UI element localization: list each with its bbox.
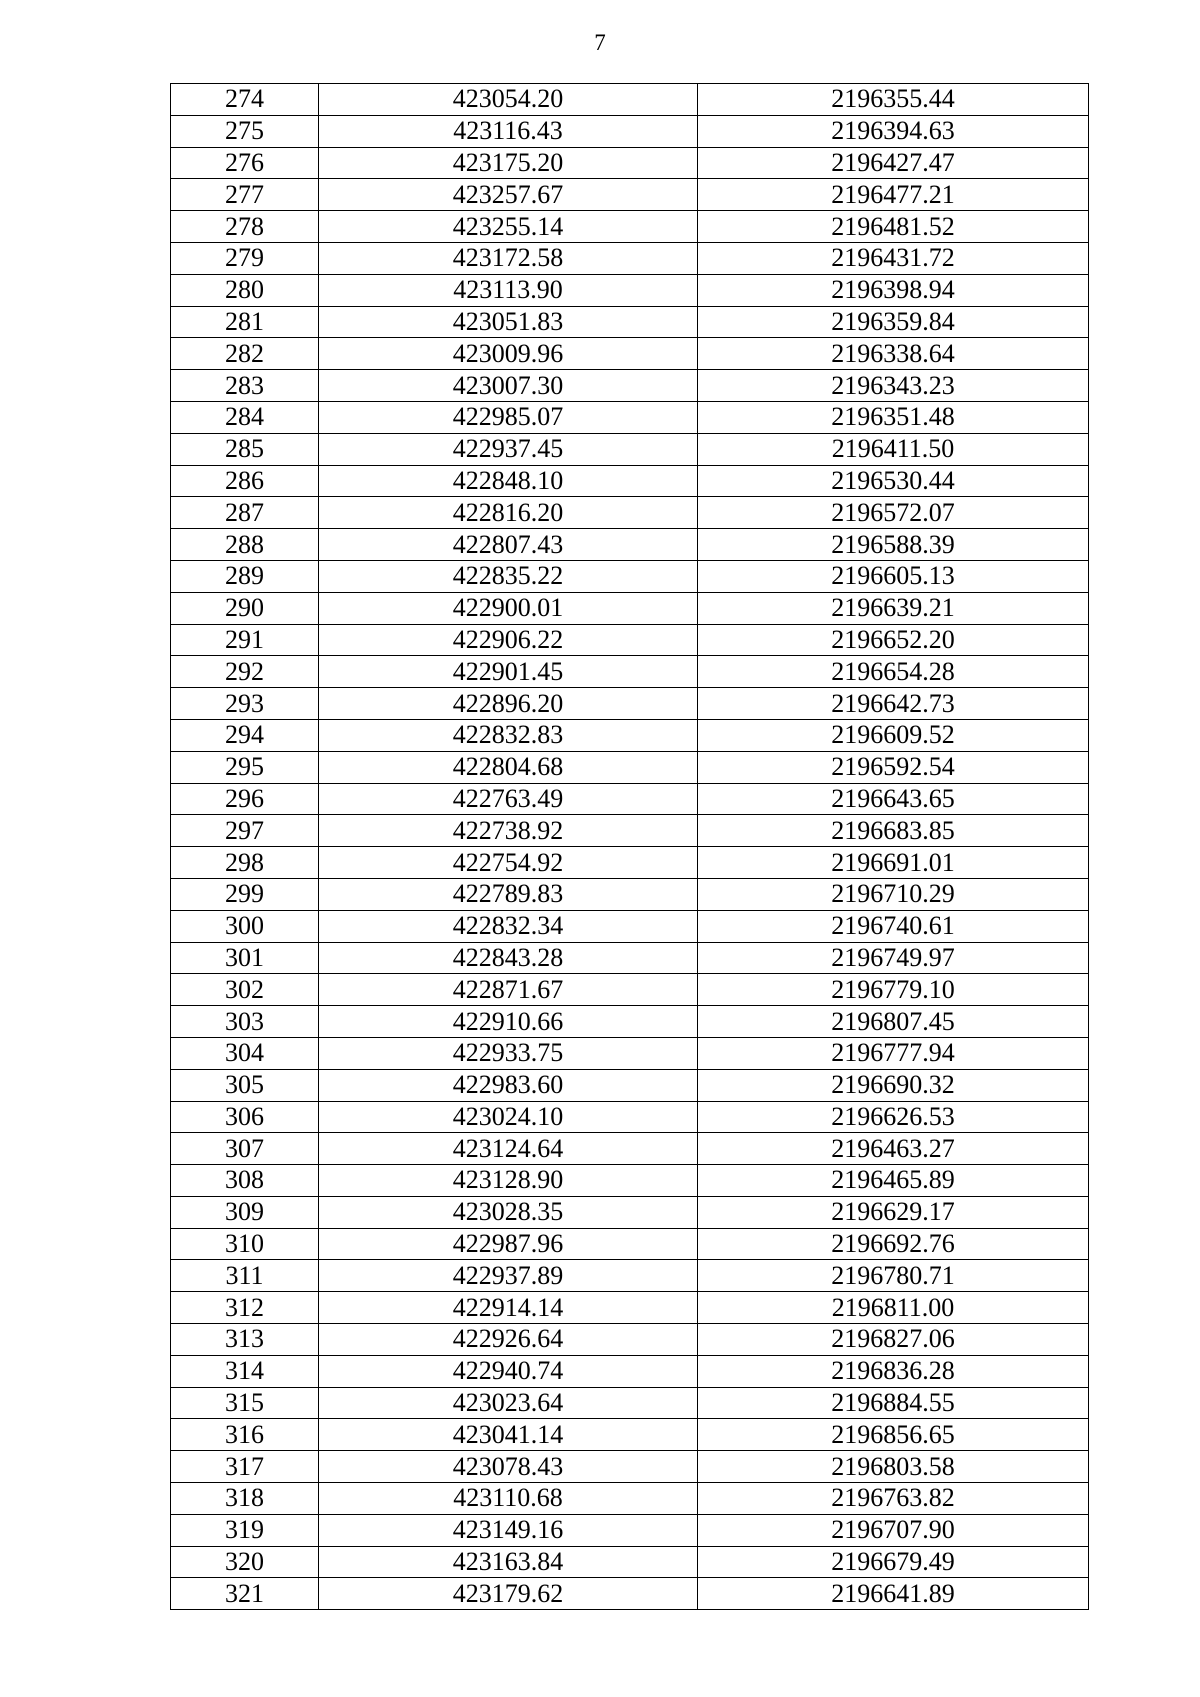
y-coordinate-cell: 2196740.61 [698,910,1089,942]
point-number-cell: 302 [171,974,319,1006]
table-row [171,624,1089,656]
point-number-cell: 312 [171,1292,319,1324]
x-coordinate-cell: 422763.49 [319,783,698,815]
y-coordinate-cell: 2196465.89 [698,1165,1089,1197]
point-number-cell: 321 [171,1578,319,1610]
y-coordinate-cell: 2196609.52 [698,719,1089,751]
x-coordinate-cell: 423255.14 [319,211,698,243]
point-number-cell: 319 [171,1514,319,1546]
point-number-cell: 307 [171,1133,319,1165]
y-coordinate-cell: 2196707.90 [698,1514,1089,1546]
point-number-cell: 284 [171,401,319,433]
y-coordinate-cell: 2196692.76 [698,1228,1089,1260]
point-number-cell: 318 [171,1483,319,1515]
y-coordinate-cell: 2196683.85 [698,815,1089,847]
table-row [171,115,1089,147]
y-coordinate-cell: 2196643.65 [698,783,1089,815]
y-coordinate-cell: 2196763.82 [698,1483,1089,1515]
point-number-cell: 304 [171,1037,319,1069]
table-row [171,179,1089,211]
x-coordinate-cell: 423116.43 [319,115,698,147]
point-number-cell: 274 [171,84,319,116]
x-coordinate-cell: 423023.64 [319,1387,698,1419]
y-coordinate-cell: 2196427.47 [698,147,1089,179]
point-number-cell: 292 [171,656,319,688]
table-row [171,1196,1089,1228]
table-row [171,974,1089,1006]
table-row [171,1451,1089,1483]
y-coordinate-cell: 2196803.58 [698,1451,1089,1483]
y-coordinate-cell: 2196351.48 [698,401,1089,433]
y-coordinate-cell: 2196836.28 [698,1355,1089,1387]
table-row [171,878,1089,910]
table-row [171,1165,1089,1197]
point-number-cell: 282 [171,338,319,370]
table-row [171,656,1089,688]
table-row [171,529,1089,561]
table-row [171,751,1089,783]
point-number-cell: 299 [171,878,319,910]
point-number-cell: 296 [171,783,319,815]
x-coordinate-cell: 423041.14 [319,1419,698,1451]
point-number-cell: 280 [171,274,319,306]
point-number-cell: 275 [171,115,319,147]
table-row [171,338,1089,370]
point-number-cell: 295 [171,751,319,783]
point-number-cell: 297 [171,815,319,847]
y-coordinate-cell: 2196592.54 [698,751,1089,783]
x-coordinate-cell: 422816.20 [319,497,698,529]
y-coordinate-cell: 2196642.73 [698,688,1089,720]
x-coordinate-cell: 423149.16 [319,1514,698,1546]
table-row [171,84,1089,116]
table-row [171,1387,1089,1419]
y-coordinate-cell: 2196398.94 [698,274,1089,306]
x-coordinate-cell: 423128.90 [319,1165,698,1197]
point-number-cell: 316 [171,1419,319,1451]
x-coordinate-cell: 423172.58 [319,242,698,274]
x-coordinate-cell: 422937.89 [319,1260,698,1292]
table-row [171,910,1089,942]
x-coordinate-cell: 423024.10 [319,1101,698,1133]
x-coordinate-cell: 423257.67 [319,179,698,211]
table-row [171,1578,1089,1610]
point-number-cell: 291 [171,624,319,656]
y-coordinate-cell: 2196605.13 [698,560,1089,592]
y-coordinate-cell: 2196355.44 [698,84,1089,116]
table-row [171,1037,1089,1069]
y-coordinate-cell: 2196343.23 [698,370,1089,402]
table-row [171,433,1089,465]
y-coordinate-cell: 2196749.97 [698,942,1089,974]
x-coordinate-cell: 423028.35 [319,1196,698,1228]
x-coordinate-cell: 422754.92 [319,847,698,879]
point-number-cell: 308 [171,1165,319,1197]
y-coordinate-cell: 2196779.10 [698,974,1089,1006]
table-row [171,1514,1089,1546]
x-coordinate-cell: 422901.45 [319,656,698,688]
x-coordinate-cell: 422987.96 [319,1228,698,1260]
y-coordinate-cell: 2196807.45 [698,1006,1089,1038]
table-row [171,592,1089,624]
y-coordinate-cell: 2196652.20 [698,624,1089,656]
table-row [171,1101,1089,1133]
point-number-cell: 278 [171,211,319,243]
point-number-cell: 283 [171,370,319,402]
x-coordinate-cell: 423124.64 [319,1133,698,1165]
y-coordinate-cell: 2196431.72 [698,242,1089,274]
x-coordinate-cell: 422937.45 [319,433,698,465]
x-coordinate-cell: 422906.22 [319,624,698,656]
x-coordinate-cell: 423009.96 [319,338,698,370]
x-coordinate-cell: 423179.62 [319,1578,698,1610]
point-number-cell: 288 [171,529,319,561]
y-coordinate-cell: 2196572.07 [698,497,1089,529]
y-coordinate-cell: 2196827.06 [698,1324,1089,1356]
point-number-cell: 277 [171,179,319,211]
table-row [171,783,1089,815]
table-row [171,1419,1089,1451]
x-coordinate-cell: 422804.68 [319,751,698,783]
table-row [171,847,1089,879]
y-coordinate-cell: 2196481.52 [698,211,1089,243]
y-coordinate-cell: 2196629.17 [698,1196,1089,1228]
table-row [171,274,1089,306]
y-coordinate-cell: 2196626.53 [698,1101,1089,1133]
y-coordinate-cell: 2196530.44 [698,465,1089,497]
point-number-cell: 289 [171,560,319,592]
x-coordinate-cell: 422985.07 [319,401,698,433]
x-coordinate-cell: 422807.43 [319,529,698,561]
point-number-cell: 315 [171,1387,319,1419]
y-coordinate-cell: 2196856.65 [698,1419,1089,1451]
point-number-cell: 298 [171,847,319,879]
x-coordinate-cell: 423078.43 [319,1451,698,1483]
point-number-cell: 290 [171,592,319,624]
y-coordinate-cell: 2196690.32 [698,1069,1089,1101]
point-number-cell: 287 [171,497,319,529]
table-row [171,1006,1089,1038]
y-coordinate-cell: 2196338.64 [698,338,1089,370]
point-number-cell: 313 [171,1324,319,1356]
x-coordinate-cell: 422832.34 [319,910,698,942]
table-row [171,401,1089,433]
y-coordinate-cell: 2196654.28 [698,656,1089,688]
x-coordinate-cell: 423007.30 [319,370,698,402]
point-number-cell: 310 [171,1228,319,1260]
point-number-cell: 311 [171,1260,319,1292]
point-number-cell: 320 [171,1546,319,1578]
y-coordinate-cell: 2196411.50 [698,433,1089,465]
y-coordinate-cell: 2196710.29 [698,878,1089,910]
y-coordinate-cell: 2196780.71 [698,1260,1089,1292]
point-number-cell: 314 [171,1355,319,1387]
table-row [171,1133,1089,1165]
table-row [171,497,1089,529]
x-coordinate-cell: 422910.66 [319,1006,698,1038]
x-coordinate-cell: 422832.83 [319,719,698,751]
table-row [171,1292,1089,1324]
y-coordinate-cell: 2196639.21 [698,592,1089,624]
point-number-cell: 309 [171,1196,319,1228]
table-row [171,1355,1089,1387]
x-coordinate-cell: 423175.20 [319,147,698,179]
table-row [171,242,1089,274]
x-coordinate-cell: 423110.68 [319,1483,698,1515]
x-coordinate-cell: 422848.10 [319,465,698,497]
x-coordinate-cell: 422933.75 [319,1037,698,1069]
y-coordinate-cell: 2196394.63 [698,115,1089,147]
table-row [171,560,1089,592]
y-coordinate-cell: 2196884.55 [698,1387,1089,1419]
point-number-cell: 285 [171,433,319,465]
x-coordinate-cell: 422738.92 [319,815,698,847]
x-coordinate-cell: 423051.83 [319,306,698,338]
coordinates-table [170,83,1089,1610]
point-number-cell: 294 [171,719,319,751]
x-coordinate-cell: 422940.74 [319,1355,698,1387]
table-row [171,1483,1089,1515]
point-number-cell: 279 [171,242,319,274]
x-coordinate-cell: 423054.20 [319,84,698,116]
point-number-cell: 276 [171,147,319,179]
y-coordinate-cell: 2196477.21 [698,179,1089,211]
table-row [171,719,1089,751]
table-row [171,306,1089,338]
x-coordinate-cell: 423113.90 [319,274,698,306]
x-coordinate-cell: 422983.60 [319,1069,698,1101]
y-coordinate-cell: 2196641.89 [698,1578,1089,1610]
point-number-cell: 303 [171,1006,319,1038]
x-coordinate-cell: 422843.28 [319,942,698,974]
y-coordinate-cell: 2196679.49 [698,1546,1089,1578]
y-coordinate-cell: 2196463.27 [698,1133,1089,1165]
y-coordinate-cell: 2196777.94 [698,1037,1089,1069]
x-coordinate-cell: 422900.01 [319,592,698,624]
x-coordinate-cell: 422914.14 [319,1292,698,1324]
table-row [171,465,1089,497]
page-number: 7 [594,30,606,55]
x-coordinate-cell: 422871.67 [319,974,698,1006]
point-number-cell: 293 [171,688,319,720]
table-row [171,688,1089,720]
table-row [171,211,1089,243]
table-row [171,1324,1089,1356]
point-number-cell: 301 [171,942,319,974]
y-coordinate-cell: 2196359.84 [698,306,1089,338]
table-row [171,1260,1089,1292]
x-coordinate-cell: 422835.22 [319,560,698,592]
table-row [171,1546,1089,1578]
table-row [171,147,1089,179]
table-row [171,370,1089,402]
table-row [171,942,1089,974]
point-number-cell: 305 [171,1069,319,1101]
table-row [171,815,1089,847]
point-number-cell: 317 [171,1451,319,1483]
y-coordinate-cell: 2196811.00 [698,1292,1089,1324]
point-number-cell: 306 [171,1101,319,1133]
x-coordinate-cell: 422926.64 [319,1324,698,1356]
point-number-cell: 281 [171,306,319,338]
x-coordinate-cell: 423163.84 [319,1546,698,1578]
table-row [171,1069,1089,1101]
x-coordinate-cell: 422896.20 [319,688,698,720]
y-coordinate-cell: 2196588.39 [698,529,1089,561]
point-number-cell: 300 [171,910,319,942]
y-coordinate-cell: 2196691.01 [698,847,1089,879]
x-coordinate-cell: 422789.83 [319,878,698,910]
coordinates-table-body [171,84,1089,1610]
point-number-cell: 286 [171,465,319,497]
table-row [171,1228,1089,1260]
